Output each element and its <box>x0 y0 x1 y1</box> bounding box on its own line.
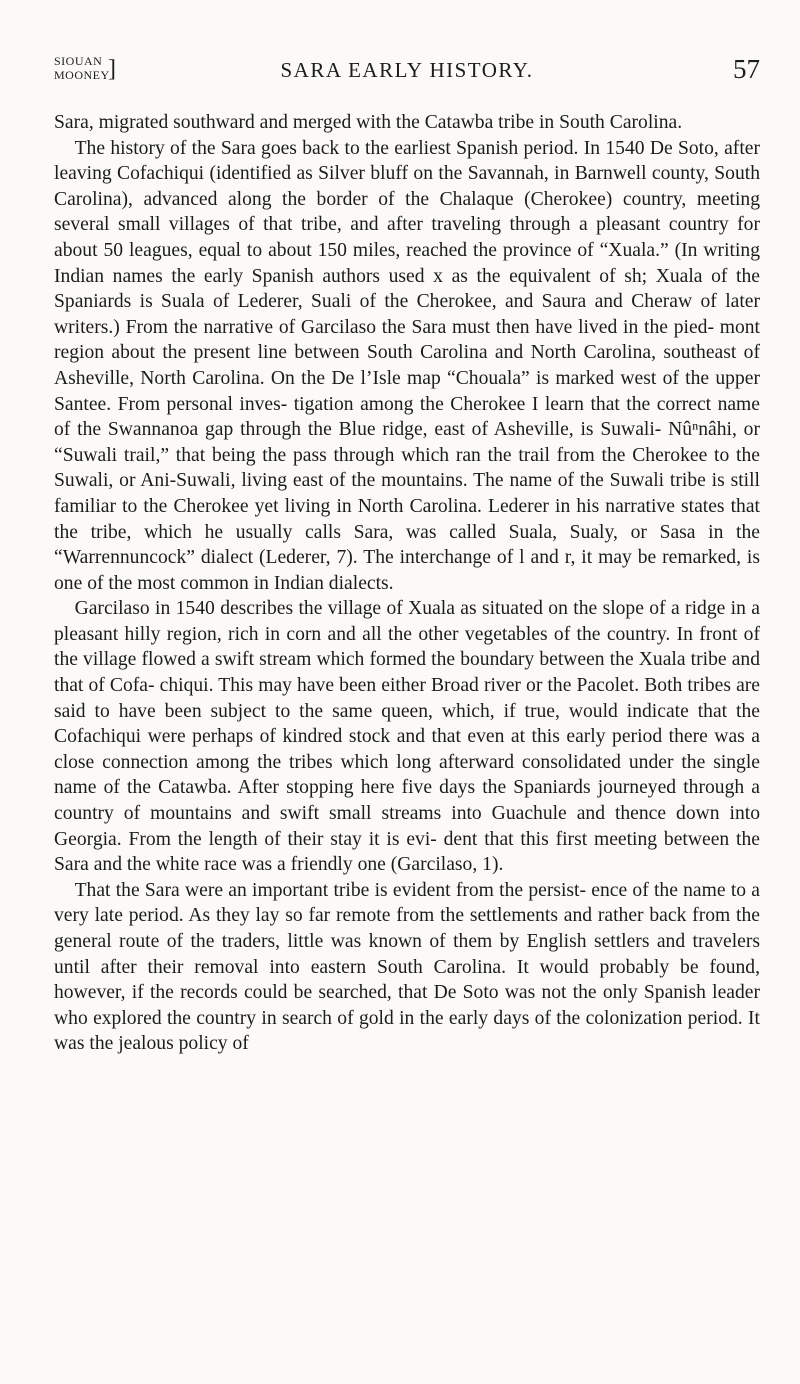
paragraph-1: Sara, migrated southward and merged with the Catawba tribe in South Carolina. <box>54 112 683 133</box>
paragraph-2: The history of the Sara goes back to the earliest Spanish period. In 1540 De Soto, after leaving Cofachiqui (identified as Silver bluff on the Savannah, in Barnwell county, South Carolina), advanced along the border of the Chalaque (Cherokee) country, meeting several small villages of that tribe, and after traveling through a pleasant country for about 50 leagues, equal to about 150 miles, reached the province of “Xuala.” (In writing Indian names the early Spanish authors used x as the equivalent of sh; Xuala of the Spaniards is Suala of Lederer, Suali of the Cherokee, and Saura and Cheraw of later writers.) From the narrative of Garcilaso the Sara must then have lived in the pied- mont region about the present line between South Carolina and North Carolina, southeast of Asheville, North Carolina. On the De l’Isle map “Chouala” is marked west of the upper Santee. From personal inves- tigation among the Cherokee I learn that the correct name of the Swannanoa gap through the Blue ridge, east of Asheville, is Suwali- Nûⁿnâhi, or “Suwali trail,” that being the pass through which ran the trail from the Cherokee to the Suwali, or Ani-Suwali, living east of the mountains. The name of the Suwali tribe is still familiar to the Cherokee yet living in North Carolina. Lederer in his narrative states that the tribe, which he usually calls Sara, was called Suala, Sualy, or Sasa in the “Warrennuncock” dialect (Lederer, 7). The interchange of l and r, it may be remarked, is one of the most common in Indian dialects. <box>54 137 760 594</box>
paragraph-3: Garcilaso in 1540 describes the village of Xuala as situated on the slope of a ridge in a pleasant hilly region, rich in corn and all the other vegetables of the country. In front of the village flowed a swift stream which formed the boundary between the Xuala tribe and that of Cofa- chiqui. This may have been either Broad river or the Pacolet. Both tribes are said to have been subject to the same queen, which, if true, would indicate that the Cofachiqui were perhaps of kindred stock and that even at this early period there was a close connection among the tribes which long afterward consolidated under the single name of the Catawba. After stopping here five days the Spaniards journeyed through a country of mountains and swift small streams into Guachule and thence down into Georgia. From the length of their stay it is evi- dent that this first meeting between the Sara and the white race was a friendly one (Garcilaso, 1). <box>54 598 760 876</box>
page-number: 57 <box>733 54 760 84</box>
paragraph-4: That the Sara were an important tribe is evident from the persist- ence of the name to a very late period. As they lay so far remote from the settlements and rather back from the general route of the traders, little was known of them by English settlers and travelers until after their removal into eastern South Carolina. It would probably be found, however, if the records could be searched, that De Soto was not the only Spanish leader who explored the country in search of gold in the early days of the colonization period. It was the jealous policy of <box>54 879 760 1055</box>
author-line-2: MOONEY <box>54 68 110 82</box>
header-bracket: ] <box>108 56 117 82</box>
author-line-1: SIOUAN <box>54 54 103 68</box>
body-text <box>54 110 760 1057</box>
running-title: SARA EARLY HISTORY. <box>280 58 534 82</box>
running-header <box>54 50 760 100</box>
